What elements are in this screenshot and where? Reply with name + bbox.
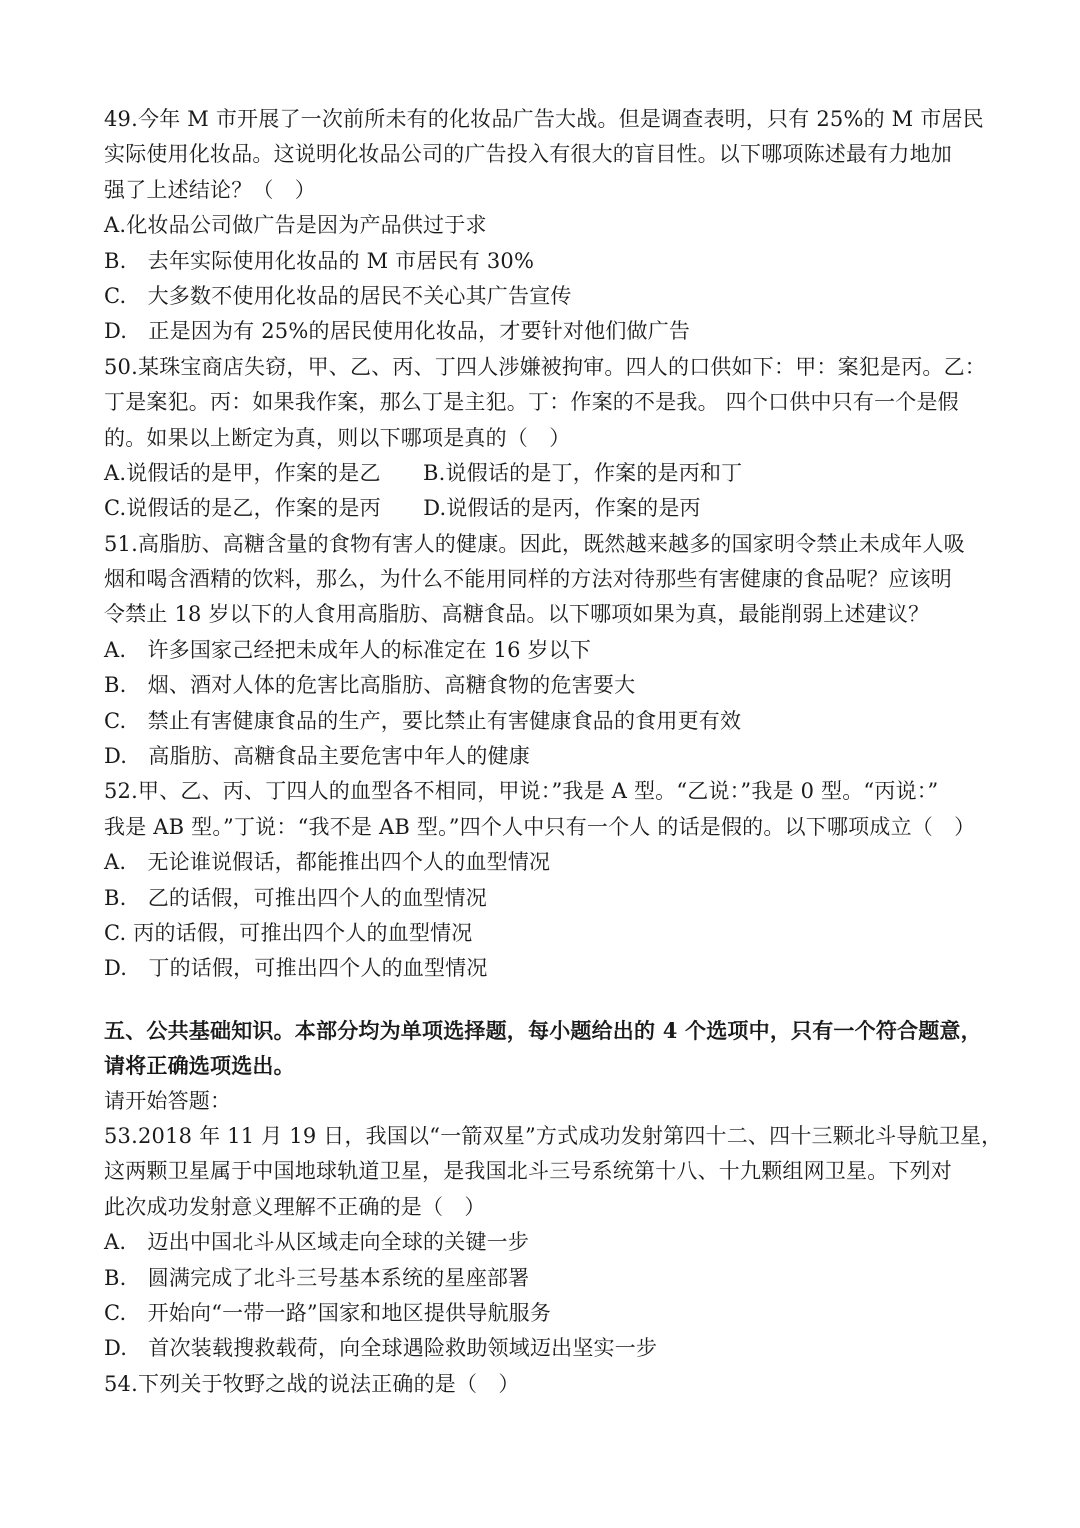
- section-heading-line: 请将正确选项选出。: [104, 1053, 295, 1079]
- exam-page: [104, 102, 1003, 1402]
- question-stem-line: 烟和喝含酒精的饮料，那么，为什么不能用同样的方法对待那些有害健康的食品呢？应该明: [104, 567, 952, 592]
- option-a: A. 迈出中国北斗从区域走向全球的关键一步: [104, 1230, 530, 1255]
- question-stem-line: 此次成功发射意义理解不正确的是（ ）: [104, 1194, 486, 1219]
- question-49: [104, 102, 984, 350]
- options-c-d: C.说假话的是乙，作案的是丙 D.说假话的是丙，作案的是丙: [104, 496, 701, 521]
- option-c: C. 禁止有害健康食品的生产，要比禁止有害健康食品的食用更有效: [104, 708, 742, 733]
- question-stem-line: 的。如果以上断定为真，则以下哪项是真的（ ）: [104, 425, 571, 450]
- section-heading-line: 五、公共基础知识。本部分均为单项选择题，每小题给出的 4 个选项中，只有一个符合题意，: [104, 1017, 982, 1043]
- option-d: D. 丁的话假，可推出四个人的血型情况: [104, 956, 488, 981]
- option-d: D. 高脂肪、高糖食品主要危害中年人的健康: [104, 744, 530, 769]
- option-d: D. 首次装载搜救载荷，向全球遇险救助领域迈出坚实一步: [104, 1336, 658, 1361]
- section-5: [104, 1013, 984, 1119]
- question-stem-line: 49.今年 M 市开展了一次前所未有的化妆品广告大战。但是调查表明，只有 25%的 M 市居民: [104, 107, 984, 131]
- question-stem-line: 52.甲、乙、丙、丁四人的血型各不相同，甲说：”我是 A 型。“乙说：”我是 0 型。“丙说：”: [104, 779, 939, 804]
- question-54: [104, 1367, 984, 1402]
- question-stem-line: 强了上述结论？（ ）: [104, 177, 316, 202]
- question-stem-line: 50.某珠宝商店失窃，甲、乙、丙、丁四人涉嫌被拘审。四人的口供如下：甲：案犯是丙。乙：: [104, 354, 986, 379]
- option-b: B. 圆满完成了北斗三号基本系统的星座部署: [104, 1265, 530, 1290]
- question-stem-line: 丁是案犯。丙：如果我作案，那么丁是主犯。丁：作案的不是我。 四个口供中只有一个是假: [104, 390, 959, 415]
- option-c: C. 丙的话假，可推出四个人的血型情况: [104, 920, 473, 945]
- option-a: A. 许多国家己经把未成年人的标准定在 16 岁以下: [104, 637, 592, 662]
- option-d: D. 正是因为有 25%的居民使用化妆品，才要针对他们做广告: [104, 319, 691, 344]
- option-c: C. 开始向“一带一路”国家和地区提供导航服务: [104, 1300, 552, 1325]
- question-53: [104, 1119, 1003, 1367]
- question-stem-line: 54.下列关于牧野之战的说法正确的是（ ）: [104, 1371, 520, 1396]
- question-stem-line: 53.2018 年 11 月 19 日，我国以“一箭双星”方式成功发射第四十二、四十三颗北斗导航卫星，: [104, 1123, 1003, 1148]
- option-b: B. 去年实际使用化妆品的 M 市居民有 30%: [104, 248, 535, 273]
- option-a: A.化妆品公司做广告是因为产品供过于求: [104, 213, 487, 238]
- options-a-b: A.说假话的是甲，作案的是乙 B.说假话的是丁，作案的是丙和丁: [104, 460, 743, 485]
- question-stem-line: 实际使用化妆品。这说明化妆品公司的广告投入有很大的盲目性。以下哪项陈述最有力地加: [104, 142, 952, 167]
- question-50: [104, 350, 984, 527]
- question-51: [104, 527, 984, 775]
- option-c: C. 大多数不使用化妆品的居民不关心其广告宣传: [104, 283, 572, 308]
- question-stem-line: 51.高脂肪、高糖含量的食物有害人的健康。因此，既然越来越多的国家明令禁止未成年人吸: [104, 531, 965, 556]
- section-instruction: 请开始答题：: [104, 1088, 232, 1113]
- option-a: A. 无论谁说假话，都能推出四个人的血型情况: [104, 850, 551, 875]
- section-spacer: [104, 987, 984, 1013]
- option-b: B. 乙的话假，可推出四个人的血型情况: [104, 885, 487, 910]
- option-b: B. 烟、酒对人体的危害比高脂肪、高糖食物的危害要大: [104, 673, 636, 698]
- question-52: [104, 774, 984, 986]
- question-stem-line: 令禁止 18 岁以下的人食用高脂肪、高糖食品。以下哪项如果为真，最能削弱上述建议？: [104, 602, 930, 627]
- question-stem-line: 这两颗卫星属于中国地球轨道卫星，是我国北斗三号系统第十八、十九颗组网卫星。下列对: [104, 1159, 952, 1184]
- question-stem-line: 我是 AB 型。”丁说：“我不是 AB 型。”四个人中只有一个人 的话是假的。以下哪项成立（ ）: [104, 814, 976, 839]
